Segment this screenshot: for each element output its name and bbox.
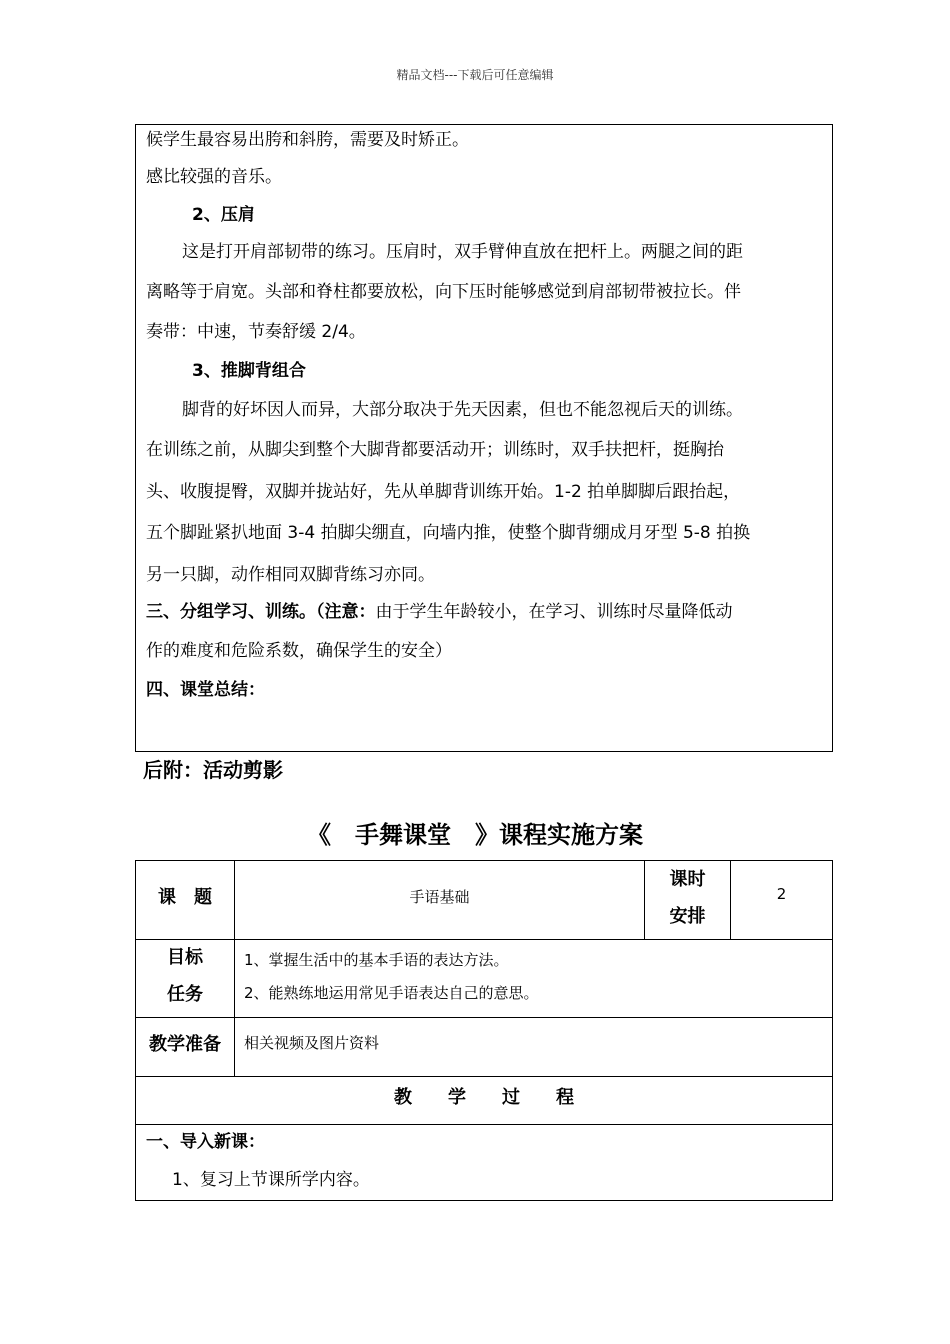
text-line: 候学生最容易出胯和斜胯，需要及时矫正。: [146, 130, 469, 150]
appendix-heading: 后附：活动剪影: [143, 758, 283, 782]
summary-heading: 四、课堂总结：: [146, 680, 265, 700]
subheading-instep: 3、推脚背组合: [192, 361, 306, 381]
subheading-shoulder-press: 2、压肩: [192, 205, 255, 225]
group-training-heading: 三、分组学习、训练。: [146, 602, 316, 622]
intro-item: 1、复习上节课所学内容。: [172, 1170, 370, 1190]
topic-label: 课 题: [158, 887, 212, 908]
lesson-content-box: [135, 124, 833, 752]
goal-item: 1、掌握生活中的基本手语的表达方法。: [244, 951, 509, 969]
prep-value: 相关视频及图片资料: [244, 1034, 380, 1052]
table-rule: [136, 1017, 832, 1018]
note-label: （注意：: [316, 602, 376, 622]
course-plan-table: [135, 860, 833, 1201]
goal-label-line2: 任务: [167, 984, 203, 1005]
text-line: 作的难度和危险系数，确保学生的安全）: [146, 641, 452, 661]
text-line: 头、收腹提臀，双脚并拢站好，先从单脚背训练开始。1-2 拍单脚脚后跟抬起，: [146, 482, 741, 502]
text-line: 感比较强的音乐。: [146, 167, 282, 187]
text-line: 离略等于肩宽。头部和脊柱都要放松，向下压时能够感觉到肩部韧带被拉长。伴: [146, 282, 741, 302]
goal-item: 2、能熟练地运用常见手语表达自己的意思。: [244, 984, 539, 1002]
text-line: 这是打开肩部韧带的练习。压肩时，双手臂伸直放在把杆上。两腿之间的距: [182, 242, 743, 262]
document-title: 《 手舞课堂 》课程实施方案: [307, 821, 643, 849]
text-line: 五个脚趾紧扒地面 3-4 拍脚尖绷直，向墙内推，使整个脚背绷成月牙型 5-8 拍换: [146, 523, 751, 543]
note-text: 由于学生年龄较小，在学习、训练时尽量降低动: [375, 602, 733, 622]
table-rule: [136, 939, 832, 940]
hours-label-line1: 课时: [669, 869, 706, 890]
hours-label-line2: 安排: [669, 906, 706, 927]
intro-heading: 一、导入新课：: [146, 1132, 265, 1152]
topic-value: 手语基础: [409, 888, 470, 906]
hours-value: 2: [776, 885, 787, 903]
goal-label-line1: 目标: [167, 947, 203, 968]
group-training-line: [146, 602, 733, 622]
table-rule: [136, 1076, 832, 1077]
text-line: 奏带：中速，节奏舒缓 2/4。: [146, 322, 366, 342]
process-heading: 教 学 过 程: [394, 1087, 574, 1108]
text-line: 脚背的好坏因人而异，大部分取决于先天因素，但也不能忽视后天的训练。: [182, 400, 743, 420]
table-rule: [136, 1124, 832, 1125]
text-line: 另一只脚，动作相同双脚背练习亦同。: [146, 565, 435, 585]
text-line: 在训练之前，从脚尖到整个大脚背都要活动开；训练时，双手扶把杆，挺胸抬: [146, 440, 724, 460]
header-note: 精品文档---下载后可任意编辑: [396, 68, 554, 82]
prep-label: 教学准备: [149, 1034, 221, 1055]
